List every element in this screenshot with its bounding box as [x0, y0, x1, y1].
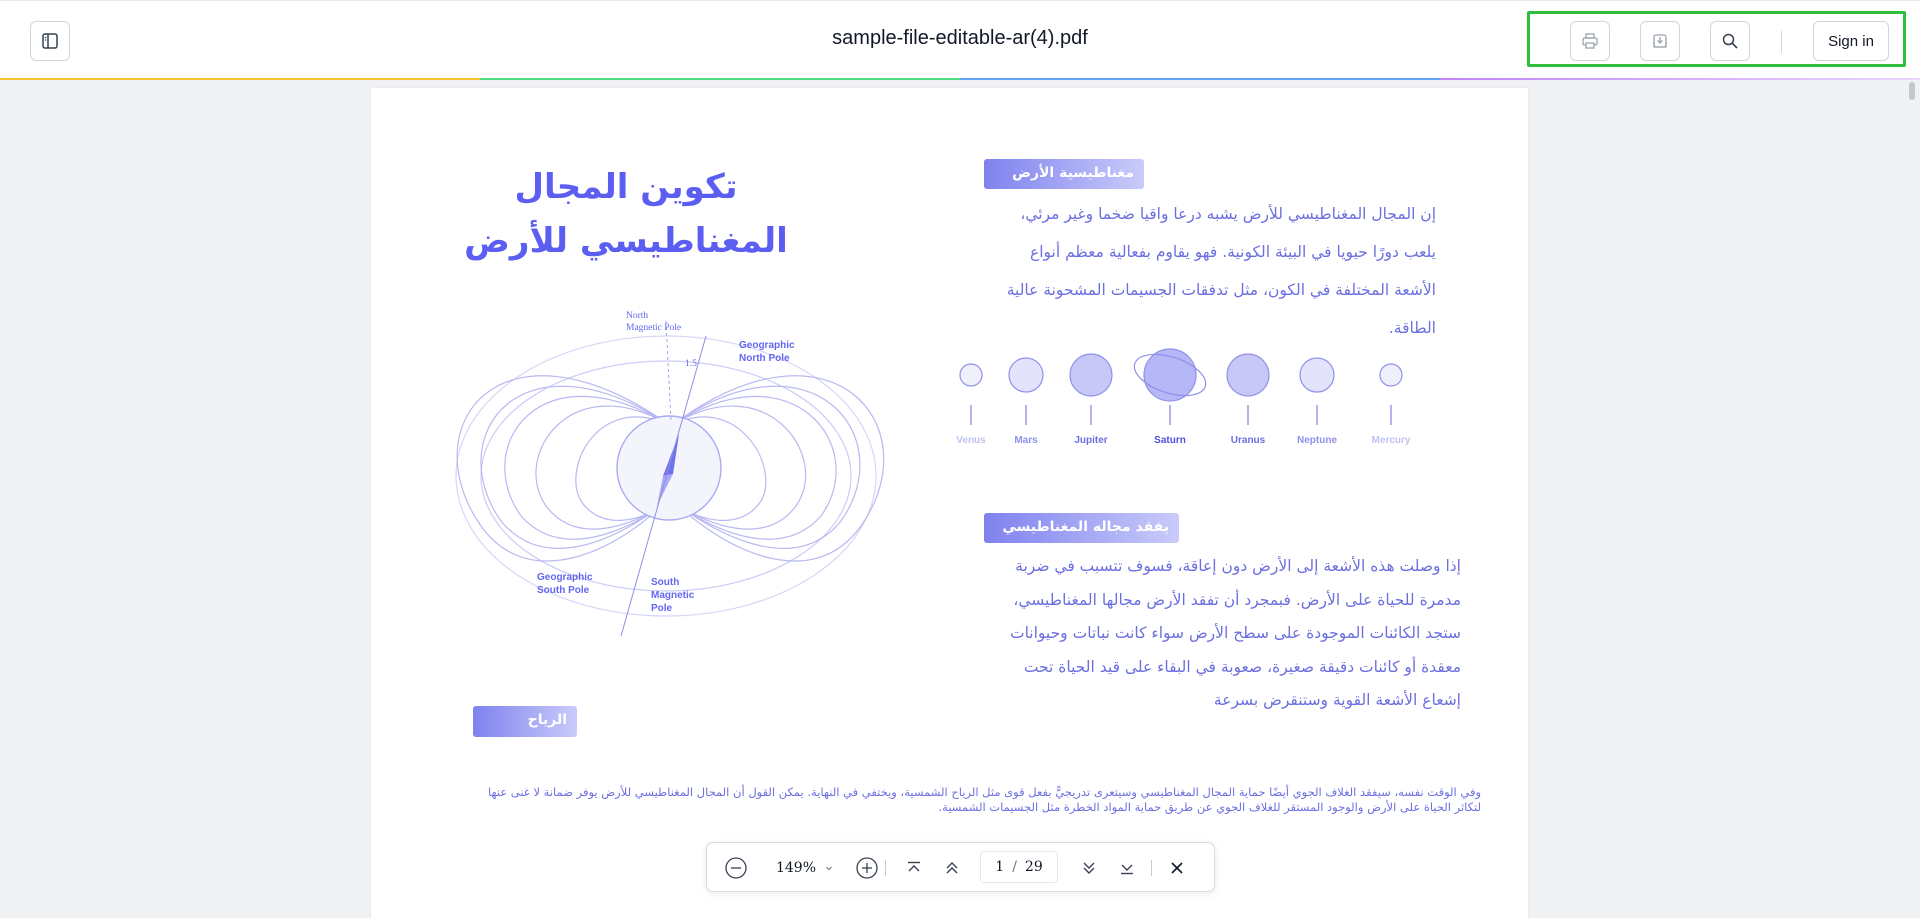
diagram-label-geo-north: Geographic: [739, 340, 795, 351]
close-icon: [1169, 860, 1185, 876]
total-pages: 29: [1024, 859, 1043, 875]
search-icon: [1721, 32, 1739, 50]
planet-label-mercury: Mercury: [1371, 435, 1411, 446]
section-tag-solar-wind: الرياح الشمسية: [473, 706, 577, 737]
zoom-in-button[interactable]: [854, 855, 880, 881]
pdf-page: [371, 88, 1528, 918]
page-number-field[interactable]: [980, 851, 1058, 883]
toolbar-divider: [1781, 31, 1782, 53]
planet-label-saturn: Saturn: [1154, 435, 1186, 446]
page-title: [431, 160, 821, 268]
double-chevron-down-icon: [1080, 859, 1098, 877]
first-page-button[interactable]: [902, 855, 926, 881]
download-icon: [1651, 32, 1669, 50]
download-button[interactable]: [1640, 21, 1680, 61]
toolbar-separator: [885, 860, 886, 876]
diagram-label-south-magnetic-2: Magnetic: [651, 590, 695, 601]
top-bar: [0, 0, 1920, 80]
planet-label-mars: Mars: [1014, 435, 1038, 446]
loading-progress-bar: [0, 78, 1920, 80]
zoom-level-dropdown[interactable]: [765, 855, 845, 881]
printer-icon: [1581, 32, 1599, 50]
next-page-button[interactable]: [1077, 855, 1101, 881]
planet-label-venus: Venus: [956, 435, 986, 446]
last-page-icon: [1118, 859, 1136, 877]
diagram-label-south-magnetic-3: Pole: [651, 603, 673, 614]
previous-page-button[interactable]: [940, 855, 964, 881]
diagram-label-geo-south: Geographic: [537, 572, 593, 583]
zoom-out-icon: [724, 856, 748, 880]
page-separator: /: [1012, 859, 1017, 875]
magnetic-field-diagram: [411, 306, 941, 646]
section-paragraph-1: إن المجال المغناطيسي للأرض يشبه درعا واقيا ضخما وغير مرئي، يلعب دورًا حيويا في البيئة الكونية. فهو يقاوم بفعالية معظم أنواع الأشعة المختلفة في الكون، مثل تدفقات الجسيمات المشحونة عالية الطاقة.: [1006, 205, 1436, 337]
diagram-label-north-magnetic-2: Magnetic Pole: [626, 323, 682, 333]
print-button[interactable]: [1570, 21, 1610, 61]
zoom-in-icon: [855, 856, 879, 880]
close-toolbar-button[interactable]: [1165, 855, 1189, 881]
double-chevron-up-icon: [943, 859, 961, 877]
planet-label-jupiter: Jupiter: [1074, 435, 1108, 446]
page-title-line-1: تكوين المجال: [514, 167, 738, 207]
zoom-out-button[interactable]: [723, 855, 749, 881]
diagram-label-angle: 1.5: [685, 359, 697, 369]
search-button[interactable]: [1710, 21, 1750, 61]
current-page-number: 1: [995, 859, 1005, 875]
planet-label-uranus: Uranus: [1230, 435, 1266, 446]
last-page-button[interactable]: [1115, 855, 1139, 881]
page-title-line-2: المغناطيسي للأرض: [464, 221, 788, 261]
section-tag-earth-magnetism: مغناطيسية الأرض: [984, 159, 1144, 189]
planets-illustration: [951, 333, 1411, 453]
bottom-paragraph: وفي الوقت نفسه، سيفقد الغلاف الجوي أيضًا حماية المجال المغناطيسي وسيتعرى تدريجيًّ بفعل قوى مثل الرياح الشمسية، ويختفي في النهاية. يمكن القول أن المجال المغناطيسي للأرض يوفر ضمانة لا غنى عنها لتكاثر الحياة على الأرض والوجود المستقر للغلاف الجوي عن طريق حماية المواد الخطرة مثل الجسيمات الشمسية.: [487, 785, 1481, 814]
scrollbar-thumb[interactable]: [1909, 82, 1915, 100]
diagram-label-geo-south-2: South Pole: [537, 585, 590, 596]
viewer-toolbar: [706, 842, 1215, 892]
section-paragraph-2: إذا وصلت هذه الأشعة إلى الأرض دون إعاقة، فسوف تتسبب في ضربة مدمرة للحياة على الأرض. فبمجرد أن تفقد الأرض مجالها المغناطيسي، ستجد الكائنات الموجودة على سطح الأرض سواء كانت نباتات وحيوانات معقدة أو كائنات دقيقة صغيرة، صعوبة في البقاء على قيد الحياة تحت إشعاع الأشعة القوية وستنقرض بسرعة: [1009, 557, 1461, 709]
diagram-label-north-magnetic: North: [626, 311, 649, 321]
document-title: sample-file-editable-ar(4).pdf: [832, 27, 1088, 49]
diagram-label-south-magnetic: South: [651, 577, 680, 588]
first-page-icon: [905, 859, 923, 877]
section-tag-loses-field: يفقد مجاله المغناطيسي: [984, 513, 1179, 543]
zoom-level-value: 149%: [775, 860, 817, 876]
toolbar-separator: [1151, 860, 1152, 876]
diagram-label-geo-north-2: North Pole: [739, 353, 790, 364]
sign-in-button[interactable]: Sign in: [1813, 21, 1889, 61]
planet-label-neptune: Neptune: [1297, 435, 1337, 446]
chevron-down-icon: [824, 863, 834, 873]
